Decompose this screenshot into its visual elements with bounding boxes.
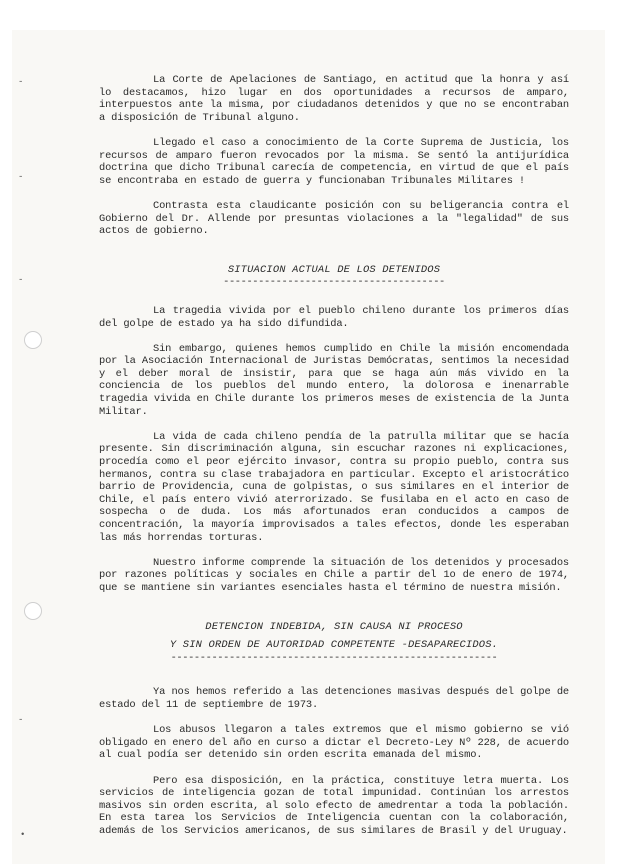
paragraph: Sin embargo, quienes hemos cumplido en Chile la misión encomendada por la Asociación Internacional de Juristas Demócratas, sentimos la necesidad y el deber moral de insistir, para que se haga aún más vivido en la conciencia de los pueblos del mundo entero, la dolorosa e inenarrable tragedia vivida en Chile durante los primeros meses de existencia de la Junta Militar. <box>99 342 569 418</box>
margin-mark: - <box>18 77 24 87</box>
heading-underline: -------------------------------------------------------- <box>170 651 498 664</box>
paragraph: Los abusos llegaron a tales extremos que el mismo gobierno se vió obligado en enero del año en curso a dictar el Decreto-Ley Nº 228, de acuerdo al cual podía ser detenido sin orden escrita emanada del mismo. <box>99 724 569 762</box>
margin-mark: • <box>20 830 26 840</box>
paragraph: Llegado el caso a conocimiento de la Corte Suprema de Justicia, los recursos de amparo fueron revocados por la misma. Se sentó la antijurídica doctrina que dicho Tribunal carecía de competencia, en virtud de que el país se encontraba en estado de guerra y funcionaban Tribunales Militares ! <box>99 136 569 187</box>
section-heading: DETENCION INDEBIDA, SIN CAUSA NI PROCESO <box>205 620 463 633</box>
paragraph: Contrasta esta claudicante posición con su beligerancia contra el Gobierno del Dr. Allende por presuntas violaciones a la "legalidad" de sus actos de gobierno. <box>99 199 569 238</box>
paragraph: La tragedia vivida por el pueblo chileno durante los primeros días del golpe de estado ya ha sido difundida. <box>99 304 569 330</box>
heading-underline: -------------------------------------- <box>223 276 445 289</box>
punch-hole <box>24 331 42 349</box>
margin-mark: - <box>18 275 24 285</box>
margin-mark: - <box>18 715 24 725</box>
section-heading: Y SIN ORDEN DE AUTORIDAD COMPETENTE -DESAPARECIDOS. <box>169 639 499 652</box>
punch-hole <box>24 602 42 620</box>
paragraph: Nuestro informe comprende la situación de los detenidos y procesados por razones políticas y sociales en Chile a partir del 1o de enero de 1974, que se mantiene sin variantes esenciales hasta el término de nuestra misión. <box>99 556 569 594</box>
section-heading: SITUACION ACTUAL DE LOS DETENIDOS <box>227 263 441 276</box>
paragraph: Ya nos hemos referido a las detenciones masivas después del golpe de estado del 11 de septiembre de 1973. <box>99 686 569 711</box>
paragraph: La Corte de Apelaciones de Santiago, en actitud que la honra y así lo destacamos, hizo lugar en dos oportunidades a recursos de amparo, interpuestos ante la misma, por ciudadanos detenidos y que no se encontraban a disposición de Tribunal alguno. <box>99 74 569 124</box>
paragraph: La vida de cada chileno pendía de la patrulla militar que se hacía presente. Sin discriminación alguna, sin escuchar razones ni explicaciones, procedía como el peor ejército invasor, contra su propio pueblo, contra sus hermanos, contra su clase trabajadora en particular. Excepto el aristocrático barrio de Providencia, cuna de golpistas, o sus similares en el interior de Chile, el país entero vivió aterrorizado. Se fusilaba en el acto en caso de sospecha o de duda. Los más afortunados eran conducidos a campos de concentración, la mayoría improvisados a tales efectos, donde les esperaban las más horrendas torturas. <box>99 430 569 544</box>
document-body <box>99 74 569 850</box>
document-page <box>12 30 605 864</box>
paragraph: Pero esa disposición, en la práctica, constituye letra muerta. Los servicios de inteligencia gozan de total impunidad. Continúan los arrestos masivos sin orden escrita, al solo efecto de amedrentar a toda la población. En esta tarea los Servicios de Inteligencia cuentan con la colaboración, además de los Servicios americanos, de sus similares de Brasil y del Uruguay. <box>99 774 569 837</box>
margin-mark: - <box>18 172 24 182</box>
